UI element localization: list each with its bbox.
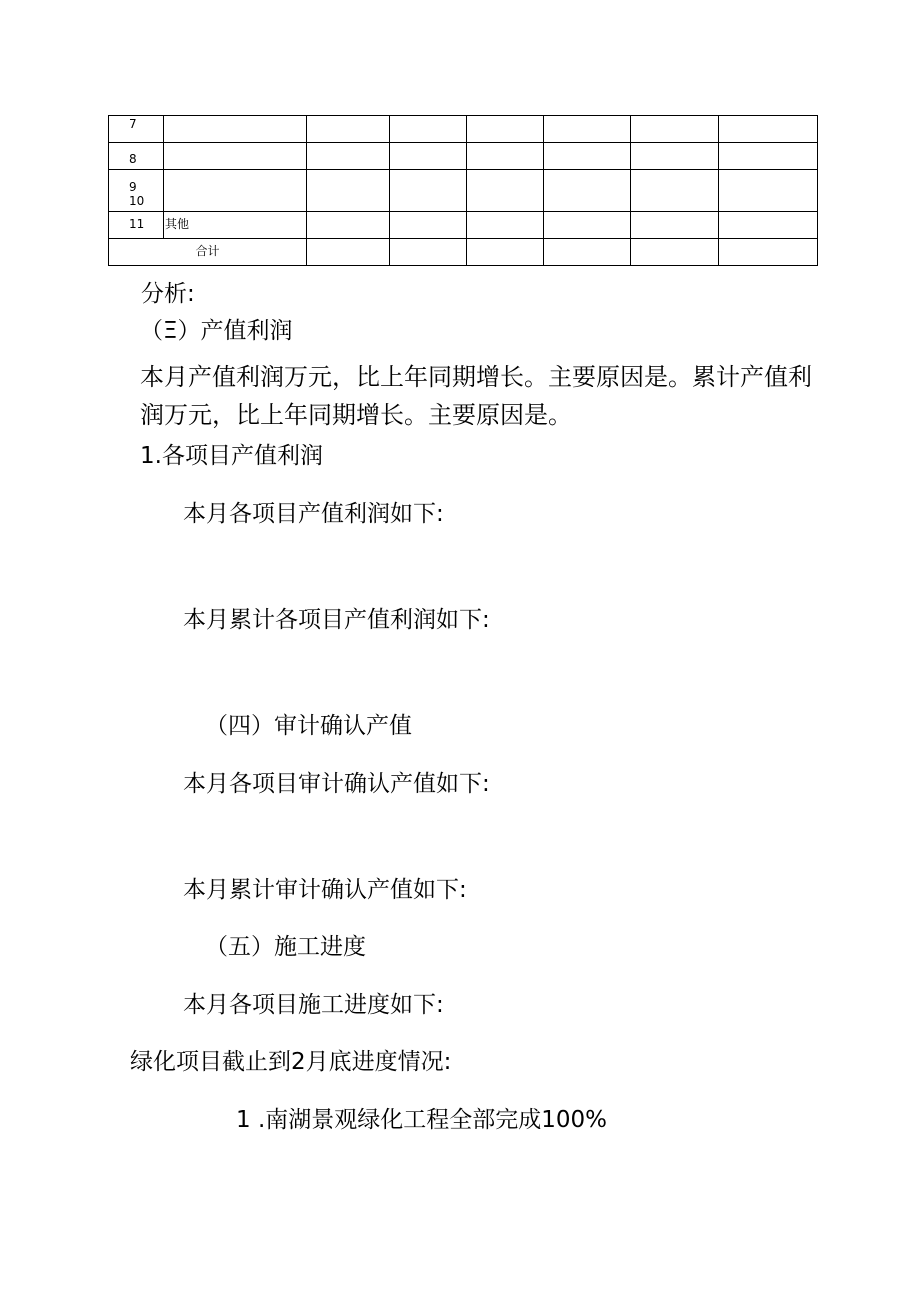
monthly-profit-line: 本月各项目产值利润如下: <box>183 501 444 527</box>
row-name <box>164 169 307 211</box>
table-row <box>109 116 818 143</box>
cumulative-profit-line: 本月累计各项目产值利润如下: <box>183 607 490 633</box>
row-name <box>164 116 307 143</box>
row-number: 7 <box>109 116 164 143</box>
section3-heading: （Ξ）产值利润 <box>140 318 293 344</box>
row-name <box>164 142 307 169</box>
statistics-table <box>108 115 818 266</box>
row-number: 8 <box>109 142 164 169</box>
section5-heading: （五）施工进度 <box>205 934 366 960</box>
greening-progress-line: 绿化项目截止到2月底进度情况: <box>130 1049 452 1075</box>
row-number: 11 <box>109 212 164 239</box>
nanhu-progress-item: 1 .南湖景观绿化工程全部完成100% <box>236 1107 608 1133</box>
monthly-progress-line: 本月各项目施工进度如下: <box>183 992 444 1018</box>
total-label: 合计 <box>109 238 307 265</box>
table-row <box>109 212 818 239</box>
table-row <box>109 142 818 169</box>
section3-paragraph-line2: 润万元，比上年同期增长。主要原因是。 <box>140 401 572 429</box>
cumulative-audit-line: 本月累计审计确认产值如下: <box>183 877 467 903</box>
item1-heading: 1.各项目产值利润 <box>140 443 323 469</box>
row-name: 其他 <box>164 212 307 239</box>
table-row <box>109 169 818 211</box>
analysis-label: 分析: <box>141 281 195 307</box>
section4-heading: （四）审计确认产值 <box>205 713 412 739</box>
monthly-audit-line: 本月各项目审计确认产值如下: <box>183 771 490 797</box>
table-row-total <box>109 238 818 265</box>
section3-paragraph-line1: 本月产值利润万元，比上年同期增长。主要原因是。累计产值利 <box>140 363 812 391</box>
row-number: 9 10 <box>109 169 164 211</box>
